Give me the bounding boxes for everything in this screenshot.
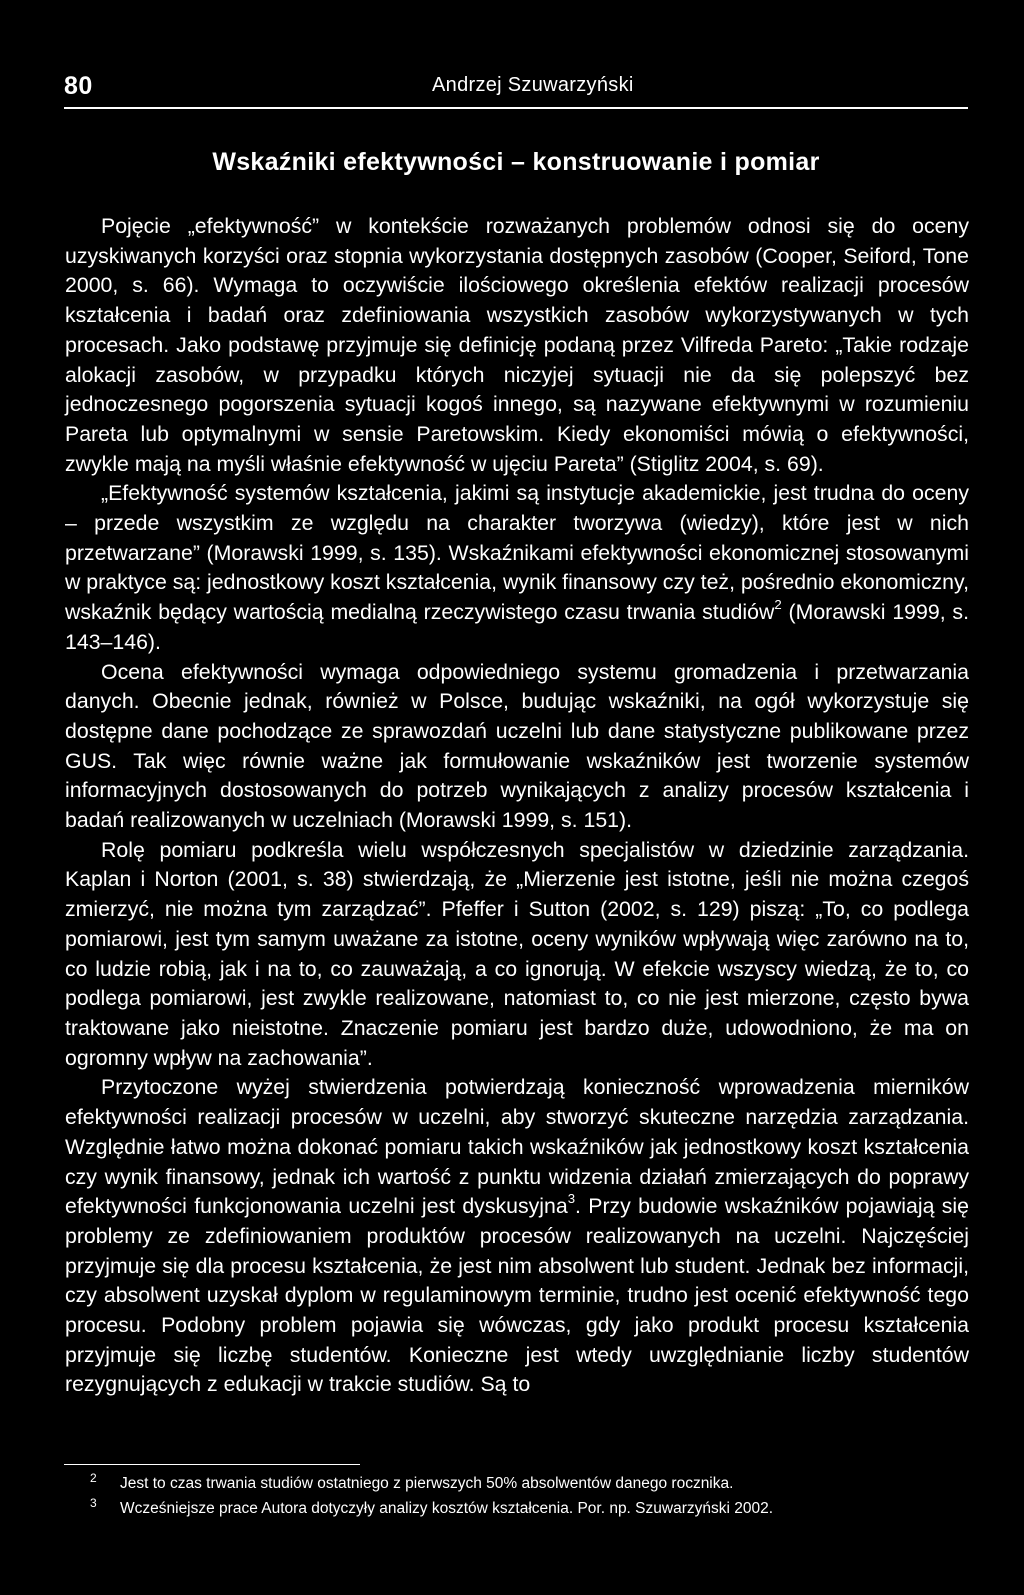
footnote-rule (64, 1464, 360, 1465)
paragraph-text: Przytoczone wyżej stwierdzenia potwierdzają konieczność wprowadzenia mierników efektywności realizacji procesów w uczelni, aby stworzyć skuteczne narzędzia zarządzania. Względnie łatwo można dokonać pomiaru takich wskaźników jak jednostkowy koszt kształcenia czy wynik finansowy, jednak ich wartość z punktu widzenia działań zmierzających do poprawy efektywności funkcjonowania uczelni jest dyskusyjna (65, 1075, 969, 1219)
paragraph-1 (65, 212, 969, 479)
footnote-3 (90, 1496, 968, 1521)
paragraph-text: Rolę pomiaru podkreśla wielu współczesnych specjalistów w dziedzinie zarządzania. Kaplan i Norton (2001, s. 38) stwierdzają, że „Mierzenie jest istotne, jeśli nie można czegoś zmierzyć, nie można tym zarządzać”. Pfeffer i Sutton (2002, s. 129) piszą: „To, co podlega pomiarowi, jest tym samym uważane za istotne, oceny wyników wpływają więc zarówno na to, co ludzie robią, jak i na to, co zauważają, a co ignorują. W efekcie wszyscy wiedzą, że to, co podlega pomiarowi, jest zwykle realizowane, natomiast to, co nie jest mierzone, często bywa traktowane jako nieistotne. Znaczenie pomiaru jest bardzo duże, udowodniono, że ma on ogromny wpływ na zachowania”. (65, 837, 969, 1070)
footnote-number: 2 (90, 1471, 97, 1485)
footnote-number: 3 (90, 1496, 97, 1510)
paragraph-3 (65, 658, 969, 836)
footnote-text: Jest to czas trwania studiów ostatniego z pierwszych 50% absolwentów danego rocznika. (120, 1475, 734, 1492)
running-header (64, 64, 968, 104)
paragraph-4 (65, 836, 969, 1074)
page-number: 80 (64, 72, 93, 100)
body-text (65, 212, 969, 1400)
paragraph-text: „Efektywność systemów kształcenia, jakimi są instytucje akademickie, jest trudna do oceny – przede wszystkim ze względu na charakter tworzywa (wiedzy), które jest w nich przetwarzane” (Morawski 1999, s. 135). Wskaźnikami efektywności ekonomicznej stosowanymi w praktyce są: jednostkowy koszt kształcenia, wynik finansowy czy też, pośrednio ekonomiczny, wskaźnik będący wartością medialną rzeczywistego czasu trwania studiów (65, 481, 969, 625)
paragraph-2 (65, 479, 969, 657)
running-head-author: Andrzej Szuwarzyński (432, 74, 634, 96)
section-title: Wskaźniki efektywności – konstruowanie i pomiar (212, 148, 820, 176)
paragraph-text: Pojęcie „efektywność” w kontekście rozważanych problemów odnosi się do oceny uzyskiwanych korzyści oraz stopnia wykorzystania dostępnych zasobów (Cooper, Seiford, Tone 2000, s. 66). Wymaga to oczywiście ilościowego określenia efektów realizacji procesów kształcenia i badań oraz zdefiniowania wszystkich zasobów wykorzystywanych w tych procesach. Jako podstawę przyjmuje się definicję podaną przez Vilfreda Pareto: „Takie rodzaje alokacji zasobów, w przypadku których niczyjej sytuacji nie da się polepszyć bez jednoczesnego pogorszenia sytuacji kogoś innego, są nazywane efektywnymi w rozumieniu Pareta lub optymalnymi w sensie Paretowskim. Kiedy ekonomiści mówią o efektywności, zwykle mają na myśli właśnie efektywność w ujęciu Pareta” (Stiglitz 2004, s. 69). (65, 214, 969, 476)
footnote-text: Wcześniejsze prace Autora dotyczyły analizy kosztów kształcenia. Por. np. Szuwarzyński 2002. (120, 1500, 774, 1517)
footnote-ref-2[interactable]: 2 (774, 597, 782, 613)
header-rule (64, 107, 968, 109)
paragraph-text: . Przy budowie wskaźników pojawiają się problemy ze zdefiniowaniem produktów procesów realizowanych na uczelni. Najczęściej przyjmuje się dla procesu kształcenia, że jest nim absolwent lub student. Jednak bez informacji, czy absolwent uzyskał dyplom w regulaminowym terminie, trudno jest ocenić efektywność tego procesu. Podobny problem pojawia się wówczas, gdy jako produkt procesu kształcenia przyjmuje się liczbę studentów. Konieczne jest wtedy uwzględnianie liczby studentów rezygnujących z edukacji w trakcie studiów. Są to (65, 1194, 969, 1397)
paragraph-text: Ocena efektywności wymaga odpowiedniego systemu gromadzenia i przetwarzania danych. Obecnie jednak, również w Polsce, budując wskaźniki, na ogół wykorzystuje się dostępne dane pochodzące ze sprawozdań uczelni lub dane statystyczne publikowane przez GUS. Tak więc równie ważne jak formułowanie wskaźników jest tworzenie systemów informacyjnych dostosowanych do potrzeb wynikających z analizy procesów kształcenia i badań realizowanych w uczelniach (Morawski 1999, s. 151). (65, 659, 969, 833)
paragraph-5 (65, 1073, 969, 1400)
footnote-2 (90, 1471, 968, 1496)
paragraph-text: (Morawski 1999, s. 143–146). (65, 600, 969, 654)
footnotes (90, 1471, 968, 1521)
footnote-ref-3[interactable]: 3 (567, 1191, 576, 1207)
